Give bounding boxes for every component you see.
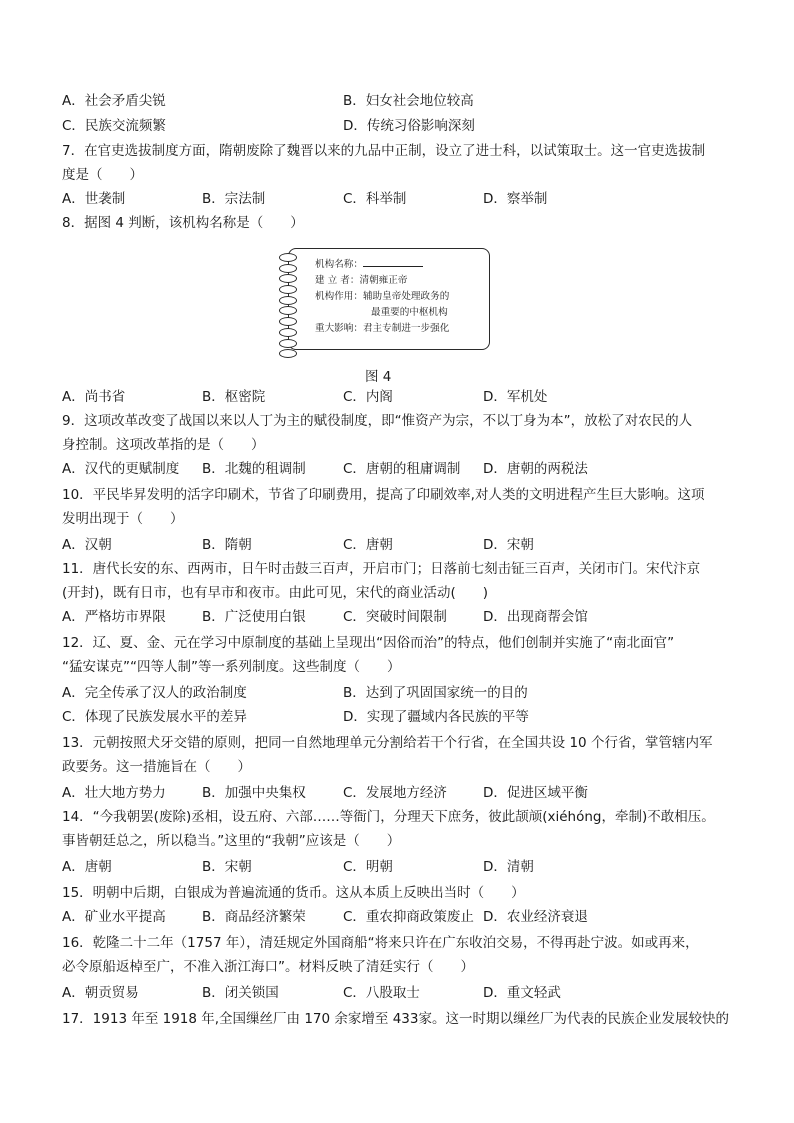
q13-option-b: B．加强中央集权	[202, 785, 306, 801]
q14-option-a: A．唐朝	[62, 859, 112, 875]
q15-option-d: D．农业经济衰退	[483, 909, 588, 925]
q15-option-b: B．商品经济繁荣	[202, 909, 306, 925]
q11-stem-line1: 11．唐代长安的东、西两市，日午时击鼓三百声，开启市门；日落前七刻击钲三百声，关闭市门。宋代汴京	[62, 561, 701, 577]
q10-option-c: C．唐朝	[343, 537, 393, 553]
q16-stem-line1: 16．乾隆二十二年（1757 年），清廷规定外国商船“将来只许在广东收泊交易，不得再赴宁波。如或再来，	[62, 935, 699, 951]
q16-option-c: C．八股取士	[343, 985, 420, 1001]
q12-option-b: B．达到了巩固国家统一的目的	[343, 685, 528, 701]
q8-option-a: A．尚书省	[62, 389, 126, 405]
q15-option-c: C．重农抑商政策废止	[343, 909, 474, 925]
q15-option-a: A．矿业水平提高	[62, 909, 166, 925]
q9-option-b: B．北魏的租调制	[202, 461, 306, 477]
card-role-line2: 最重要的中枢机构	[371, 307, 448, 318]
q9-option-a: A．汉代的更赋制度	[62, 461, 180, 477]
q13-option-c: C．发展地方经济	[343, 785, 447, 801]
card-name-blank	[363, 256, 423, 267]
figure-4-notebook-card	[288, 248, 490, 350]
q9-stem-line1: 9．这项改革改变了战国以来以人丁为主的赋役制度，即“惟资产为宗，不以丁身为本”，放松了对农民的人	[62, 413, 693, 429]
q9-stem-line2: 身控制。这项改革指的是（ ）	[62, 437, 265, 453]
q8-option-d: D．军机处	[483, 389, 548, 405]
q16-option-b: B．闭关锁国	[202, 985, 279, 1001]
q14-option-c: C．明朝	[343, 859, 393, 875]
q7-stem-line1: 7．在官吏选拔制度方面，隋朝废除了魏晋以来的九品中正制，设立了进士科，以试策取士。这一官吏选拔制	[62, 143, 706, 159]
q14-stem-line1: 14．“今我朝罢(废除)丞相，设五府、六部……等衙门，分理天下庶务，彼此颉颃(xiéhóng，牵制)不敢相压。	[62, 809, 715, 825]
q17-stem-line1: 17．1913 年至 1918 年,全国缫丝厂由 170 余家增至 433家。这一时期以缫丝厂为代表的民族企业发展较快的	[62, 1011, 729, 1027]
q11-option-a: A．严格坊市界限	[62, 609, 166, 625]
q12-stem-line1: 12．辽、夏、金、元在学习中原制度的基础上呈现出“因俗而治”的特点，他们创制并实施了“南北面官”	[62, 635, 675, 651]
q11-option-c: C．突破时间限制	[343, 609, 447, 625]
q7-option-a: A．世袭制	[62, 191, 126, 207]
q11-option-d: D．出现商帮会馆	[483, 609, 588, 625]
q6-option-b: B．妇女社会地位较高	[343, 93, 474, 109]
q8-option-b: B．枢密院	[202, 389, 266, 405]
q13-option-d: D．促进区域平衡	[483, 785, 588, 801]
q8-option-c: C．内阁	[343, 389, 393, 405]
q12-option-a: A．完全传承了汉人的政治制度	[62, 685, 247, 701]
q12-option-d: D．实现了疆域内各民族的平等	[343, 709, 529, 725]
q12-stem-line2: “猛安谋克”“四等人制”等一系列制度。这些制度（ ）	[62, 659, 401, 675]
q6-option-d: D．传统习俗影响深刻	[343, 118, 475, 134]
q11-option-b: B．广泛使用白银	[202, 609, 306, 625]
q10-stem-line2: 发明出现于（ ）	[62, 511, 184, 527]
q10-option-b: B．隋朝	[202, 537, 252, 553]
spiral-binding-icon	[279, 253, 301, 345]
q6-option-c: C．民族交流频繁	[62, 118, 166, 134]
q7-option-c: C．科举制	[343, 191, 407, 207]
q9-option-c: C．唐朝的租庸调制	[343, 461, 461, 477]
q7-option-b: B．宗法制	[202, 191, 266, 207]
q6-option-a: A．社会矛盾尖锐	[62, 93, 166, 109]
q7-stem-line2: 度是（ ）	[62, 167, 143, 183]
q13-option-a: A．壮大地方势力	[62, 785, 166, 801]
q16-option-d: D．重文轻武	[483, 985, 561, 1001]
card-role-line1: 机构作用：辅助皇帝处理政务的	[315, 291, 450, 302]
q15-stem: 15．明朝中后期，白银成为普遍流通的货币。这从本质上反映出当时（ ）	[62, 885, 525, 901]
q7-option-d: D．察举制	[483, 191, 548, 207]
q13-stem-line1: 13．元朝按照犬牙交错的原则，把同一自然地理单元分割给若干个行省，在全国共设 10 个行省，掌管辖内军	[62, 735, 713, 751]
q16-option-a: A．朝贡贸易	[62, 985, 139, 1001]
q9-option-d: D．唐朝的两税法	[483, 461, 588, 477]
q10-stem-line1: 10．平民毕昇发明的活字印刷术，节省了印刷费用，提高了印刷效率,对人类的文明进程产生巨大影响。这项	[62, 487, 705, 503]
q11-stem-line2: (开封)，既有日市，也有早市和夜市。由此可见，宋代的商业活动( )	[62, 585, 489, 601]
card-founder: 建 立 者：清朝雍正帝	[315, 275, 408, 286]
q14-stem-line2: 事皆朝廷总之，所以稳当。”这里的“我朝”应该是（ ）	[62, 833, 401, 849]
q10-option-a: A．汉朝	[62, 537, 112, 553]
q12-option-c: C．体现了民族发展水平的差异	[62, 709, 247, 725]
q14-option-d: D．清朝	[483, 859, 534, 875]
card-text	[315, 256, 449, 337]
card-impact: 重大影响：君主专制进一步强化	[315, 323, 450, 334]
q10-option-d: D．宋朝	[483, 537, 534, 553]
q13-stem-line2: 政要务。这一措施旨在（ ）	[62, 759, 251, 775]
q14-option-b: B．宋朝	[202, 859, 252, 875]
q8-stem: 8．据图 4 判断，该机构名称是（ ）	[62, 215, 304, 231]
q16-stem-line2: 必令原船返棹至广，不准入浙江海口”。材料反映了清廷实行（ ）	[62, 959, 474, 975]
figure-caption: 图 4	[365, 369, 392, 385]
card-name-label: 机构名称：	[315, 259, 363, 270]
